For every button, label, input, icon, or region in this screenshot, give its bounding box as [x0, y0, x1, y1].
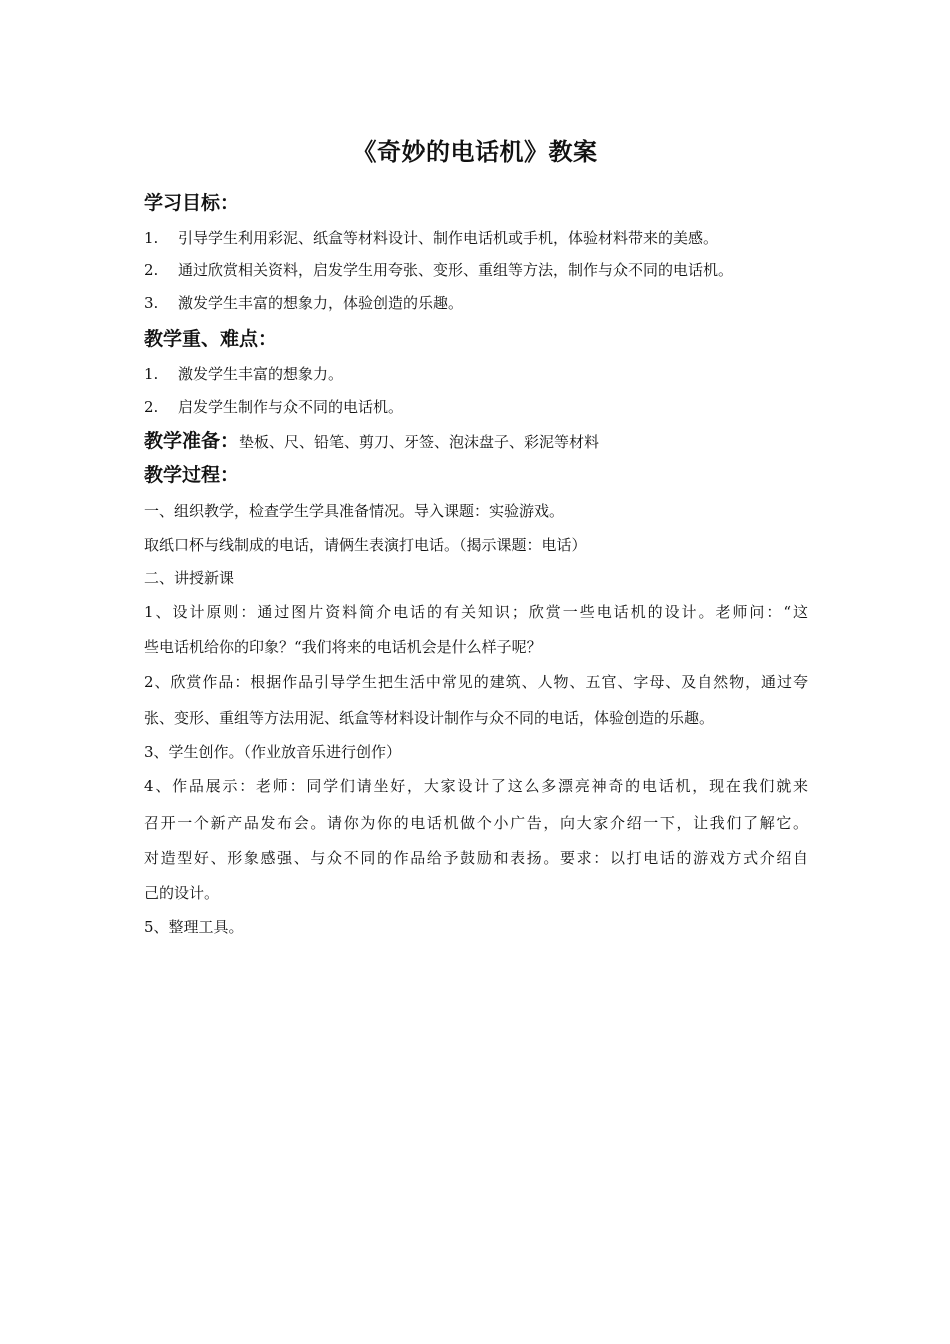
process-line: 张、变形、重组等方法用泥、纸盒等材料设计制作与众不同的电话，体验创造的乐趣。 — [144, 709, 715, 727]
process-line: 4、作品展示：老师：同学们请坐好，大家设计了这么多漂亮神奇的电话机，现在我们就来 — [144, 777, 808, 795]
process-line: 对造型好、形象感强、与众不同的作品给予鼓励和表扬。要求：以打电话的游戏方式介绍自 — [144, 849, 808, 867]
keypoints-heading: 教学重、难点： — [144, 328, 278, 350]
document-title: 《奇妙的电话机》教案 — [352, 138, 598, 166]
item-text: 启发学生制作与众不同的电话机。 — [178, 398, 404, 416]
process-line: 些电话机给你的印象？“我们将来的电话机会是什么样子呢？ — [144, 638, 542, 656]
objective-item — [144, 227, 718, 249]
objectives-heading: 学习目标： — [144, 192, 240, 214]
keypoint-item — [144, 396, 403, 418]
item-text: 激发学生丰富的想象力，体验创造的乐趣。 — [178, 294, 464, 312]
preparation-heading — [144, 428, 599, 455]
process-line: 一、组织教学，检查学生学具准备情况。导入课题：实验游戏。 — [144, 502, 565, 520]
process-line: 二、讲授新课 — [144, 569, 235, 587]
objective-item — [144, 259, 733, 281]
item-text: 通过欣赏相关资料，启发学生用夸张、变形、重组等方法，制作与众不同的电话机。 — [178, 261, 734, 279]
item-number: 3. — [144, 294, 159, 312]
item-number: 1. — [144, 365, 159, 383]
process-line: 5、整理工具。 — [144, 918, 244, 936]
process-line: 2、欣赏作品：根据作品引导学生把生活中常见的建筑、人物、五官、字母、及自然物，通过夸 — [144, 673, 808, 691]
item-number: 1. — [144, 229, 159, 247]
process-line: 召开一个新产品发布会。请你为你的电话机做个小广告，向大家介绍一下，让我们了解它。 — [144, 814, 808, 832]
item-text: 激发学生丰富的想象力。 — [178, 365, 344, 383]
process-line: 1、设计原则：通过图片资料简介电话的有关知识；欣赏一些电话机的设计。老师问：“这 — [144, 603, 808, 621]
process-heading: 教学过程： — [144, 464, 240, 486]
process-line: 取纸口杯与线制成的电话，请俩生表演打电话。（揭示课题：电话） — [144, 536, 587, 554]
item-number: 2. — [144, 398, 159, 416]
item-text: 引导学生利用彩泥、纸盒等材料设计、制作电话机或手机，体验材料带来的美感。 — [178, 229, 719, 247]
process-line: 己的设计。 — [144, 884, 220, 902]
item-number: 2. — [144, 261, 159, 279]
objective-item — [144, 292, 463, 314]
preparation-label: 教学准备： — [144, 430, 240, 452]
process-line: 3、学生创作。（作业放音乐进行创作） — [144, 743, 402, 761]
preparation-text: 垫板、尺、铅笔、剪刀、牙签、泡沫盘子、彩泥等材料 — [239, 433, 600, 451]
keypoint-item — [144, 363, 343, 385]
